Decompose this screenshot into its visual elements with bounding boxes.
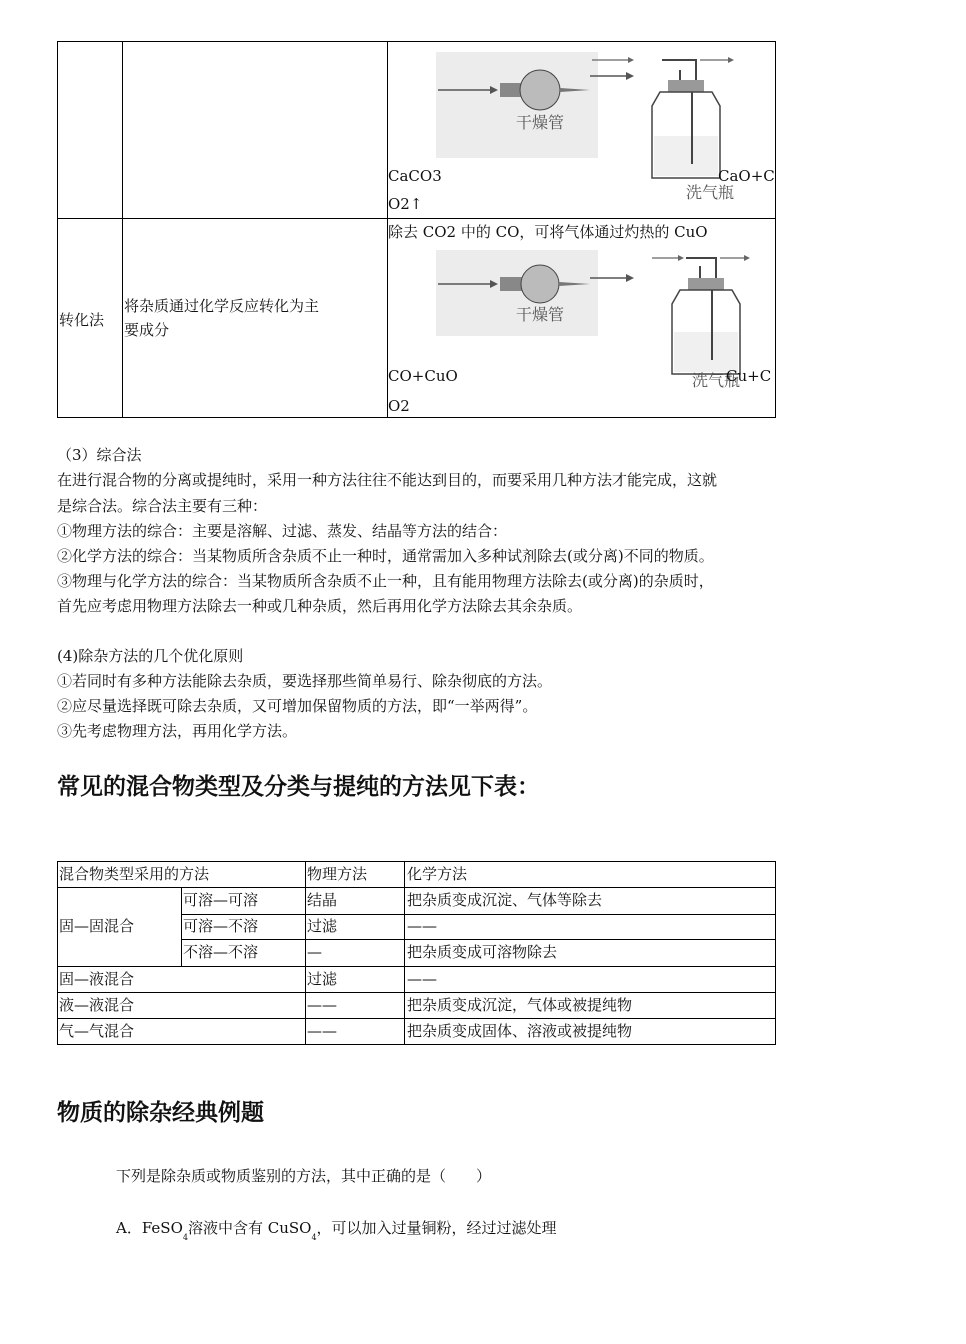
arrow-head [728,57,734,63]
physical-method: 过滤 [307,917,338,935]
chemical-method: 把杂质变成沉淀、气体等除去 [407,891,603,909]
table-row-line [181,939,776,940]
method-description-line2: 要成分 [124,321,170,339]
paragraph-line: ①若同时有多种方法能除去杂质，要选择那些简单易行、除杂彻底的方法。 [57,672,553,690]
table-row-line [57,992,776,993]
drying-apparatus-diagram [430,50,760,202]
drying-bulb [521,265,559,303]
sub-type: 不溶—不溶 [183,943,259,961]
physical-method: 结晶 [307,891,338,909]
physical-method: — [307,943,322,961]
method-table [57,41,776,418]
paragraph-line: ②化学方法的综合：当某物质所含杂质不止一种时，通常需加入多种试剂除去(或分离)不同的物质。 [57,547,714,565]
paragraph-line: ①物理方法的综合：主要是溶解、过滤、蒸发、结晶等方法的结合： [57,522,508,540]
header-chemical: 化学方法 [407,865,468,883]
table-col-line [404,861,405,1045]
reaction-left: CaCO3 [388,167,442,185]
table-row-line [181,914,776,915]
table-row-line [58,218,775,219]
mixture-type: 液—液混合 [59,996,135,1014]
physical-method: —— [307,996,337,1014]
chemical-method: 把杂质变成沉淀，气体或被提纯物 [407,996,633,1014]
physical-method: —— [307,1022,337,1040]
header-physical: 物理方法 [307,865,368,883]
arrow-head [678,255,684,261]
chemical-method: 把杂质变成可溶物除去 [407,943,558,961]
reaction-tail: O2↑ [388,195,423,213]
bottle-stopper [688,278,724,290]
mixture-type: 气—气混合 [59,1022,135,1040]
conversion-apparatus-diagram [430,248,760,390]
tube-stopper [500,83,522,97]
drying-bulb [520,70,560,110]
header-type-method: 混合物类型采用的方法 [59,865,210,883]
arrow-head [626,72,634,80]
paragraph-line: 在进行混合物的分离或提纯时，采用一种方法往往不能达到目的，而要采用几种方法才能完成，这就 [57,471,718,489]
mixture-methods-table [57,861,776,1045]
bottle-liquid [654,136,718,176]
section3-title: （3）综合法 [57,446,142,464]
option-a-mid: 溶液中含有 CuSO [187,1219,312,1237]
paragraph-line: ②应尽量选择既可除去杂质，又可增加保留物质的方法，即“一举两得”。 [57,697,538,715]
method-example: 除去 CO2 中的 CO，可将气体通过灼热的 CuO [388,223,708,241]
method-description-line1: 将杂质通过化学反应转化为主 [124,297,320,315]
table-col-line [122,42,123,417]
arrow-head [628,57,634,63]
arrow-head [744,255,750,261]
solid-solid-type: 固—固混合 [59,917,135,935]
chemical-method: —— [407,970,437,988]
question-option-a [116,1216,966,1243]
method-name: 转化法 [59,311,105,329]
reaction-right: CaO+C [718,167,775,185]
paragraph-line: 是综合法。综合法主要有三种： [57,497,268,515]
sub-type: 可溶—可溶 [183,891,259,909]
table-row-line [57,1044,776,1045]
table-row-line [57,887,776,888]
section-heading: 常见的混合物类型及分类与提纯的方法见下表： [57,774,540,800]
subscript: 4 [182,1233,188,1242]
table-row-line [57,861,776,862]
section-heading: 物质的除杂经典例题 [57,1100,264,1126]
subscript: 4 [311,1233,317,1242]
option-a-suffix: ，可以加入过量铜粉，经过过滤处理 [316,1219,557,1237]
option-a-prefix: A．FeSO [116,1219,183,1237]
reaction-tail: O2 [388,397,410,415]
tube-label: 干燥管 [516,305,565,324]
tube-stopper [500,277,522,291]
chemical-method: 把杂质变成固体、溶液或被提纯物 [407,1022,633,1040]
table-row-line [57,1018,776,1019]
paragraph-line: 首先应考虑用物理方法除去一种或几种杂质，然后再用化学方法除去其余杂质。 [57,597,583,615]
table-col-line [305,861,306,1045]
reaction-right: Cu+C [726,367,772,385]
paragraph-line: ③物理与化学方法的综合：当某物质所含杂质不止一种，且有能用物理方法除去(或分离)的杂质时， [57,572,714,590]
table-row-line [57,966,776,967]
mixture-type: 固—液混合 [59,970,135,988]
tube-background [436,52,598,158]
bottle-label: 洗气瓶 [692,371,741,390]
section4-title: (4)除杂方法的几个优化原则 [57,647,244,665]
bottle-stopper [668,80,704,92]
sub-type: 可溶—不溶 [183,917,259,935]
tube-label: 干燥管 [516,113,565,132]
table-col-line [181,887,182,966]
chemical-method: —— [407,917,437,935]
bottle-label: 洗气瓶 [686,183,735,202]
physical-method: 过滤 [307,970,338,988]
arrow-head [626,274,634,282]
paragraph-line: ③先考虑物理方法，再用化学方法。 [57,722,298,740]
question-stem: 下列是除杂质或物质鉴别的方法，其中正确的是（ ） [116,1167,492,1185]
reaction-left: CO+CuO [388,367,458,385]
